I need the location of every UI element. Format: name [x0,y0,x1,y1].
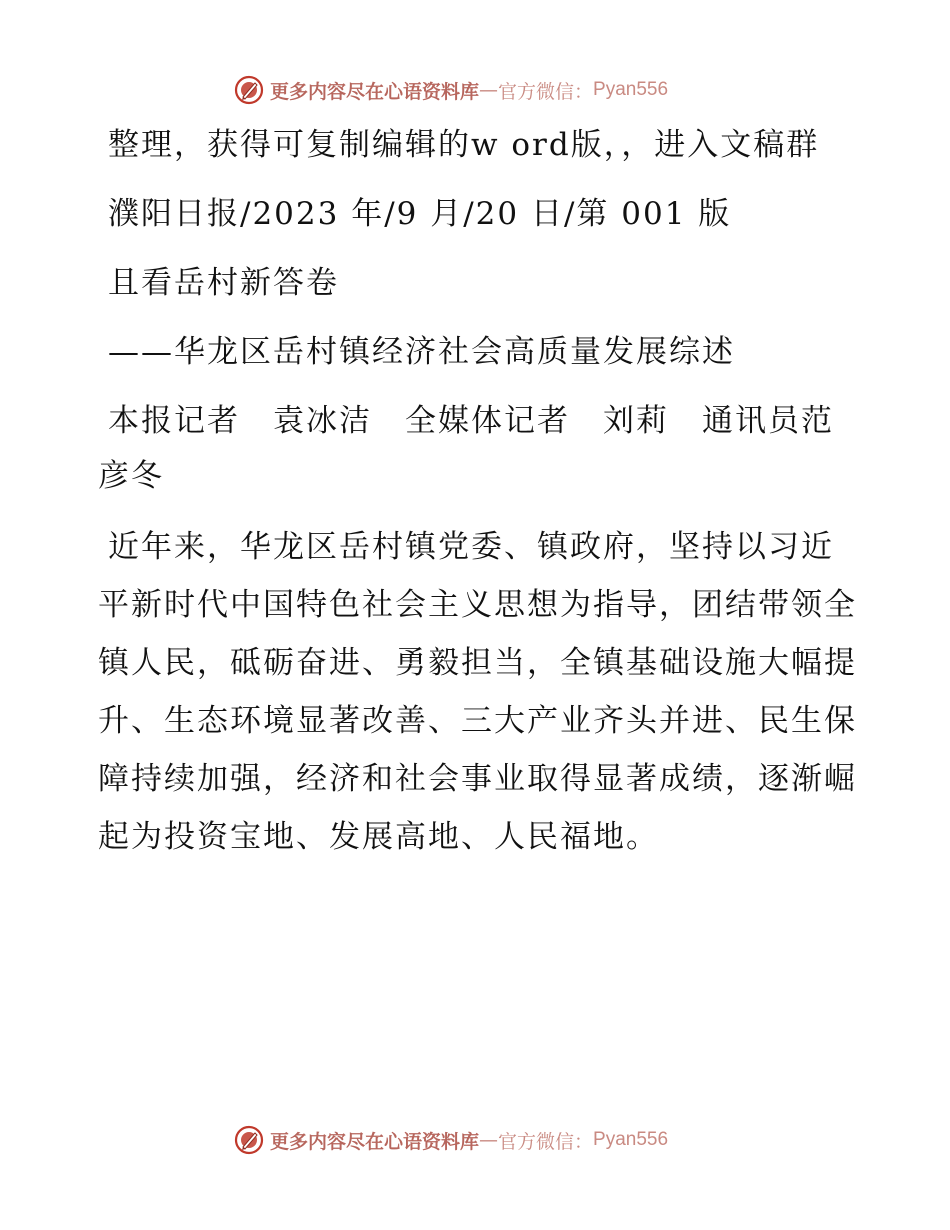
body-paragraph: 近年来，华龙区岳村镇党委、镇政府，坚持以习近平新时代中国特色社会主义思想为指导，团结带领全镇人民，砥砺奋进、勇毅担当，全镇基础设施大幅提升、生态环境显著改善、三大产业齐头并进、民生保障持续加强，经济和社会事业取得显著成绩，逐渐崛起为投资宝地、发展高地、人民福地。 [98,529,857,855]
banner-main-text: 更多内容尽在心语资料库 [270,1130,480,1153]
article-subtitle: ——华龙区岳村镇经济社会高质量发展综述 [108,334,735,370]
article-title: 且看岳村新答卷 [108,265,339,301]
banner-wechat-label: 官方微信： [498,80,594,103]
footer-watermark-banner [234,1122,668,1158]
banner-main-text: 更多内容尽在心语资料库 [270,80,480,103]
pen-logo-icon [234,75,264,105]
banner-dash: — [479,79,499,101]
source-line: 濮阳日报/2023 年/9 月/20 日/第 001 版 [108,196,732,232]
banner-wechat-id: Pyan556 [593,1129,669,1150]
pen-logo-icon [234,1125,264,1155]
banner-wechat-label: 官方微信： [498,1130,594,1153]
article-content [98,118,858,880]
intro-paragraph: 整理，获得可复制编辑的w ord版，，进入文稿群 [108,127,820,163]
banner-dash: — [479,1129,499,1151]
header-watermark-banner [234,72,668,108]
byline-paragraph: 本报记者 袁冰洁 全媒体记者 刘莉 通讯员范彦冬 [98,403,834,494]
banner-wechat-id: Pyan556 [593,79,669,100]
